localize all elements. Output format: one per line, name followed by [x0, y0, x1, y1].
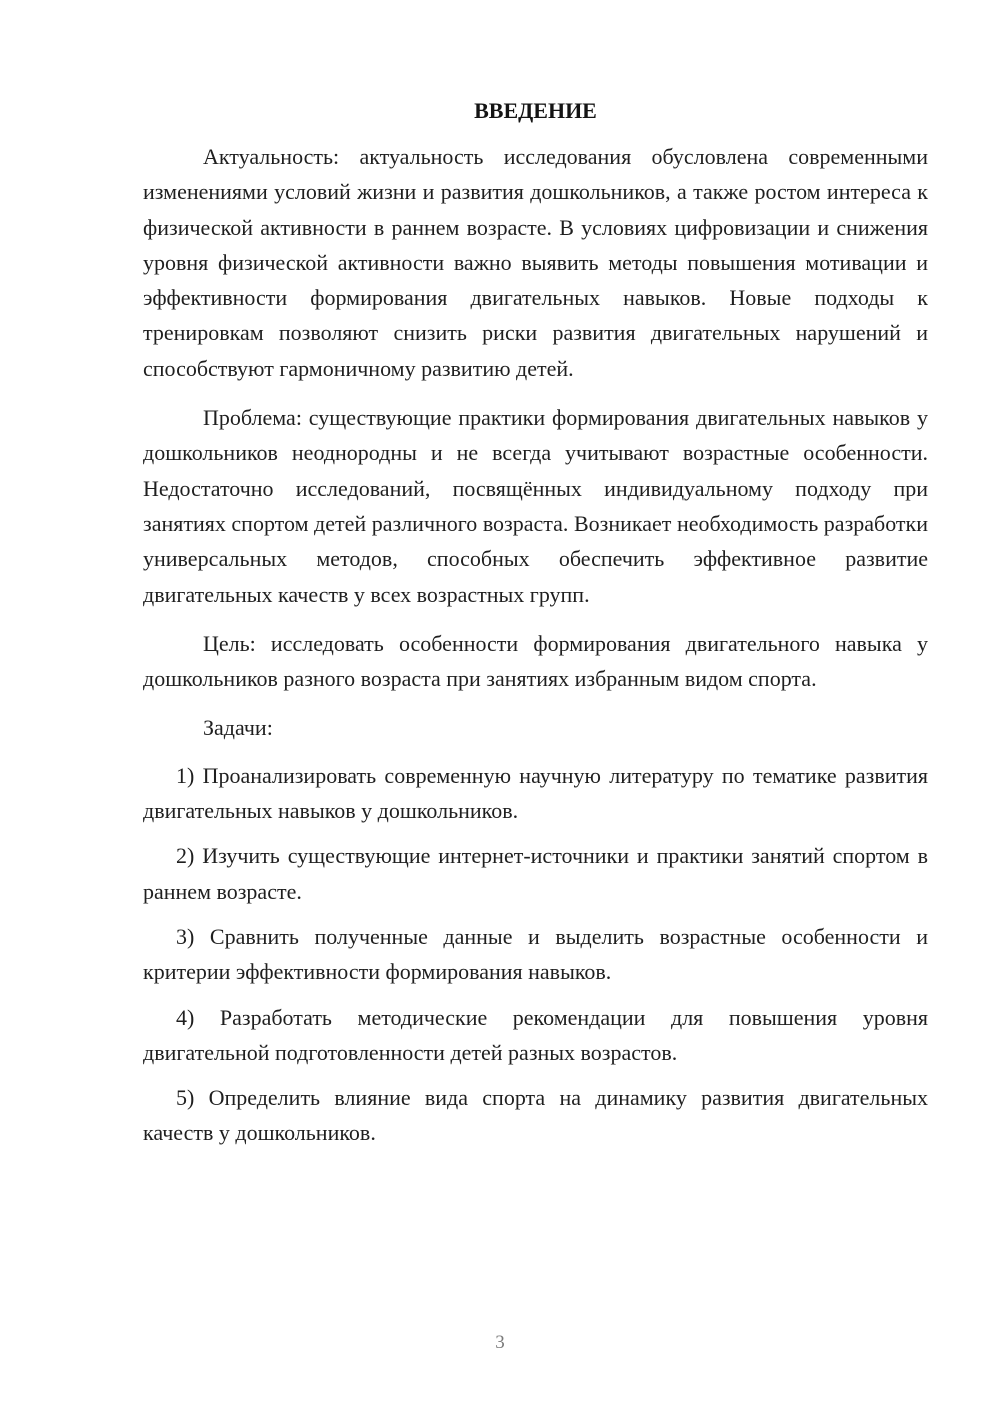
- page-number: 3: [495, 1332, 505, 1353]
- page-content: [143, 93, 928, 1161]
- paragraph-relevance: Актуальность: актуальность исследования обусловлена современными изменениями условий жизни и развития дошкольников, а также ростом интереса к физической активности в раннем возрасте. В условиях цифровизации и снижения уровня физической активности важно выявить методы повышения мотивации и эффективности формирования двигательных навыков. Новые подходы к тренировкам позволяют снизить риски развития двигательных нарушений и способствуют гармоничному развитию детей.: [143, 144, 928, 381]
- paragraph-problem: Проблема: существующие практики формирования двигательных навыков у дошкольников неоднородны и не всегда учитывают возрастные особенности. Недостаточно исследований, посвящённых индивидуальному подходу при занятиях спортом детей различного возраста. Возникает необходимость разработки универсальных методов, способных обеспечить эффективное развитие двигательных качеств у всех возрастных групп.: [143, 405, 928, 607]
- task-item: 3) Сравнить полученные данные и выделить возрастные особенности и критерии эффективности формирования навыков.: [143, 923, 928, 985]
- paragraph-goal: Цель: исследовать особенности формирования двигательного навыка у дошкольников разного возраста при занятиях избранным видом спорта.: [143, 630, 928, 692]
- tasks-heading: Задачи:: [203, 715, 273, 741]
- task-item: 1) Проанализировать современную научную литературу по тематике развития двигательных навыков у дошкольников.: [143, 762, 928, 824]
- section-title: ВВЕДЕНИЕ: [474, 98, 597, 123]
- task-item: 5) Определить влияние вида спорта на динамику развития двигательных качеств у дошкольников.: [143, 1085, 928, 1146]
- task-item: 2) Изучить существующие интернет-источники и практики занятий спортом в раннем возрасте.: [143, 843, 928, 904]
- task-item: 4) Разработать методические рекомендации для повышения уровня двигательной подготовленности детей разных возрастов.: [143, 1004, 928, 1065]
